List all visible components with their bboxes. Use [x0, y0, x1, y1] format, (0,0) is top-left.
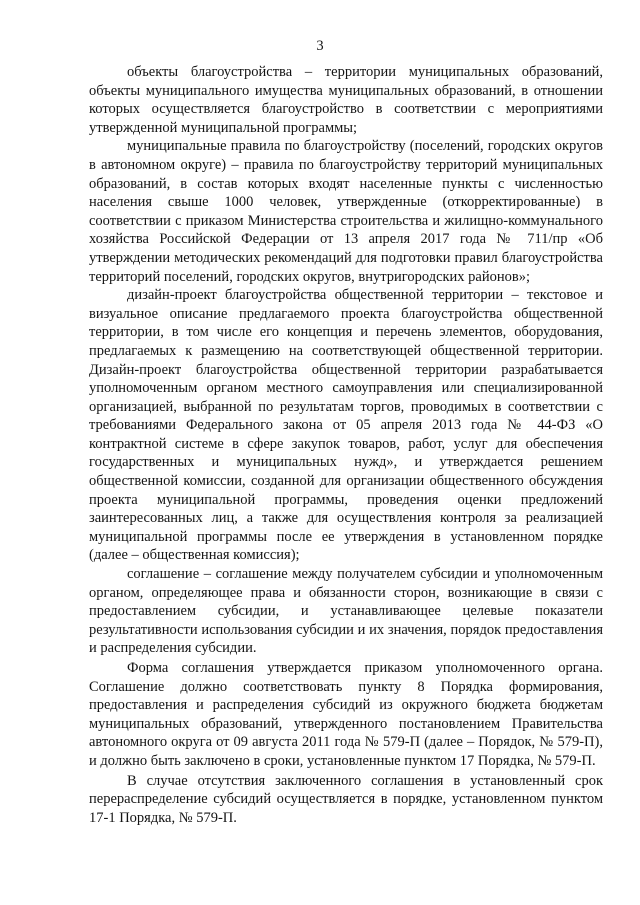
paragraph-agreement-form: Форма соглашения утверждается приказом уполномоченного органа. Соглашение должно соответствовать пункту 8 Порядка формирования, предоставления и распределения субсидий из окружного бюджета бюджетам муниципальных образований, утвержденного постановлением Правительства автономного округа от 09 августа 2011 года № 579-П (далее – Порядок, № 579-П), и должно быть заключено в сроки, установленные пунктом 17 Порядка, № 579-П. [89, 660, 603, 769]
paragraph-municipal-rules: муниципальные правила по благоустройству (поселений, городских округов в автономном округе) – правила по благоустройству территорий муниципальных образований, в состав которых входят населенные пункты с численностью населения свыше 1000 человек, утвержденные (откорректированные) в соответствии с приказом Министерства строительства и жилищно-коммунального хозяйства Российской Федерации от 13 апреля 2017 года № 711/пр «Об утверждении методических рекомендаций для подготовки правил благоустройства территорий поселений, городских округов, внутригородских районов»; [89, 138, 603, 285]
paragraph-agreement: соглашение – соглашение между получателем субсидии и уполномоченным органом, определяющее права и обязанности сторон, возникающие в связи с предоставлением субсидии, и устанавливающее целевые показатели результативности использования субсидии и их значения, порядок предоставления и распределения субсидии. [89, 566, 603, 657]
paragraph-design-project: дизайн-проект благоустройства общественной территории – текстовое и визуальное описание предлагаемого проекта благоустройства общественной территории, в том числе его концепция и перечень элементов, оборудования, предлагаемых к размещению на соответствующей общественной территории. Дизайн-проект благоустройства общественной территории разрабатывается уполномоченным органом местного самоуправления или специализированной организацией, выбранной по результатам торгов, проводимых в соответствии с требованиями Федерального закона от 05 апреля 2013 года № 44-ФЗ «О контрактной системе в сфере закупок товаров, работ, услуг для обеспечения государственных и муниципальных нужд», и утверждается решением общественной комиссии, созданной для организации общественного обсуждения проекта муниципальной программы, проведения оценки предложений заинтересованных лиц, а также для осуществления контроля за реализацией муниципальной программы после ее утверждения в установленном порядке (далее – общественная комиссия); [89, 287, 603, 564]
document-body [89, 63, 603, 827]
paragraph-redistribution: В случае отсутствия заключенного соглашения в установленный срок перераспределение субсидий осуществляется в порядке, установленном пунктом 17-1 Порядка, № 579-П. [89, 772, 603, 826]
page-number: 3 [316, 38, 324, 54]
paragraph-objects: объекты благоустройства – территории муниципальных образований, объекты муниципального имущества муниципальных образований, в отношении которых осуществляется благоустройство в соответствии с мероприятиями утвержденной муниципальной программы; [89, 64, 603, 136]
